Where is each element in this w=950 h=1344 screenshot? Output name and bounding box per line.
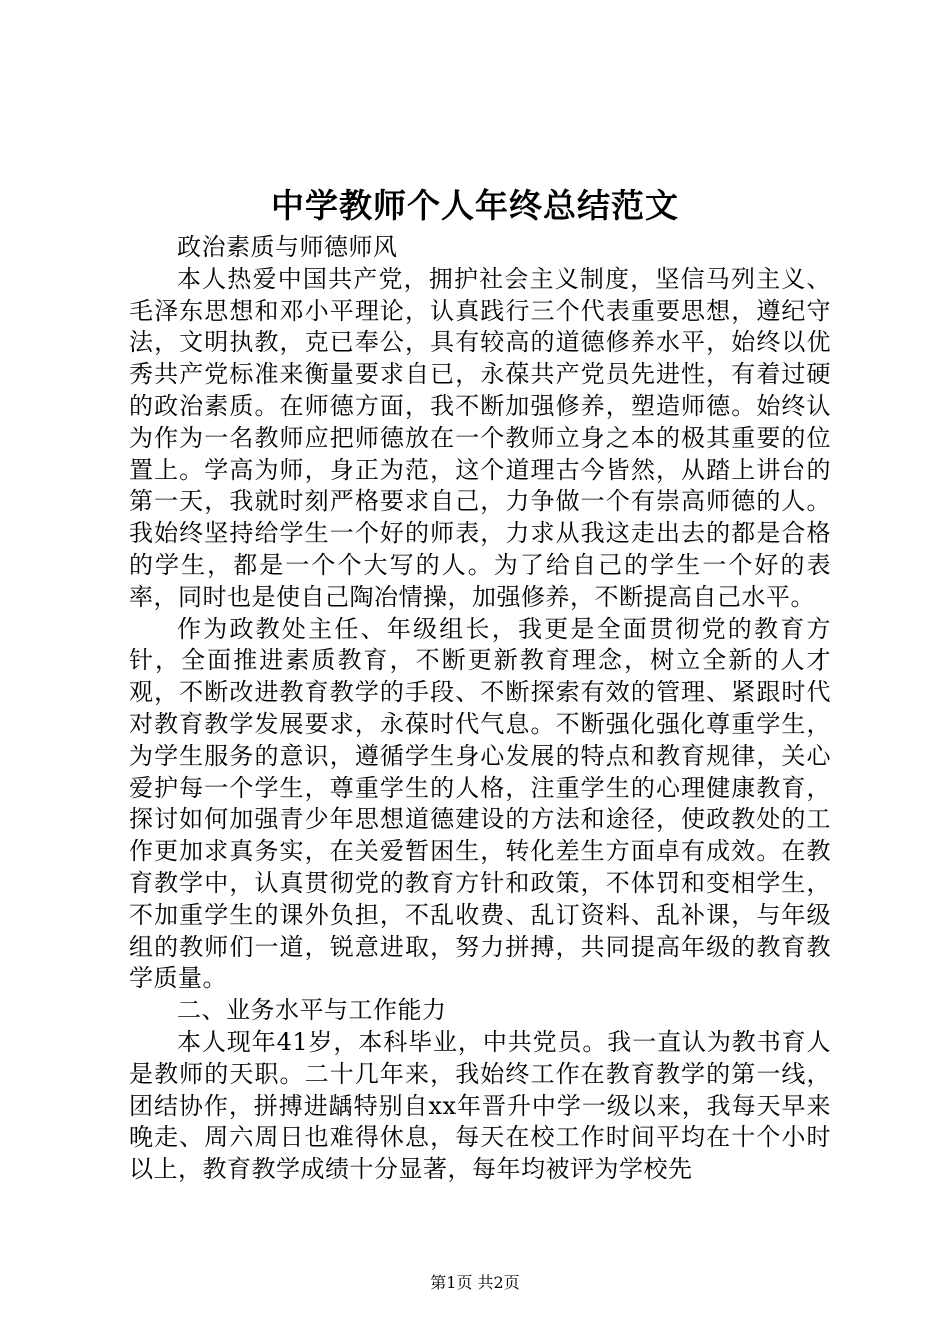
section-heading-politics: 政治素质与师德师风 (177, 233, 398, 261)
section-heading-work-ability: 二、业务水平与工作能力 (177, 996, 447, 1025)
document-title: 中学教师个人年终总结范文 (271, 186, 679, 225)
paragraph-political-quality: 本人热爱中国共产党，拥护社会主义制度，坚信马列主义、毛泽东思想和邓小平理论，认真践行三个代表重要思想，遵纪守法，文明执教，克已奉公，具有较高的道德修养水平，始终以优秀共产党标准来衡量要求自已，永葆共产党员先进性，有着过硬的政治素质。在师德方面，我不断加强修养，塑造师德。始终认为作为一名教师应把师德放在一个教师立身之本的极其重要的位置上。学高为师，身正为范，这个道理古今皆然，从踏上讲台的第一天，我就时刻严格要求自己，力争做一个有崇高师德的人。我始终坚持给学生一个好的师表，力求从我这走出去的都是合格的学生，都是一个个大写的人。为了给自己的学生一个好的表率，同时也是使自己陶冶情操，加强修养，不断提高自己水平。 (129, 264, 831, 611)
paragraph-work-experience: 本人现年41岁，本科毕业，中共党员。我一直认为教书育人是教师的天职。二十几年来，我始终工作在教育教学的第一线，团结协作，拼搏进龋特别自xx年晋升中学一级以来，我每天早来晚走、周六周日也难得休息，每天在校工作时间平均在十个小时以上，教育教学成绩十分显著，每年均被评为学校先 (129, 1027, 831, 1184)
document-body (129, 232, 831, 1186)
paragraph-education-policy: 作为政教处主任、年级组长，我更是全面贯彻党的教育方针，全面推进素质教育，不断更新教育理念，树立全新的人才观，不断改进教育教学的手段、不断探索有效的管理、紧跟时代对教育教学发展要求，永葆时代气息。不断强化强化尊重学生，为学生服务的意识，遵循学生身心发展的特点和教育规律，关心爱护每一个学生，尊重学生的人格，注重学生的心理健康教育，探讨如何加强青少年思想道德建设的方法和途径，使政教处的工作更加求真务实，在关爱暂困生，转化差生方面卓有成效。在教育教学中，认真贯彻党的教育方针和政策，不体罚和变相学生，不加重学生的课外负担，不乱收费、乱订资料、乱补课，与年级组的教师们一道，锐意进取，努力拼搏，共同提高年级的教育教学质量。 (129, 614, 831, 993)
page-number-footer: 第1页 共2页 (430, 1273, 520, 1292)
